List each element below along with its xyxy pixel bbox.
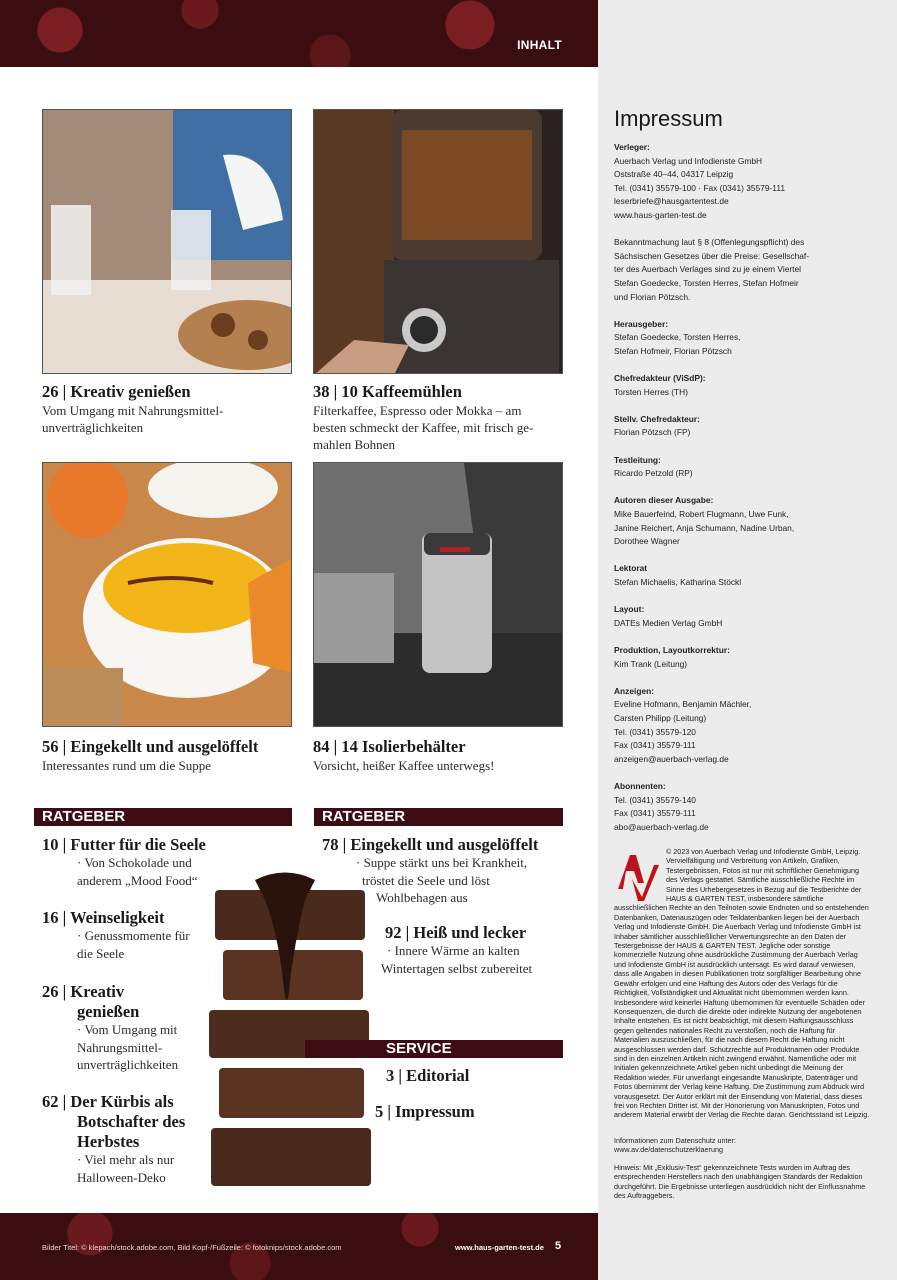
toc-text-line: · Vom Umgang mit [77,1022,178,1037]
impressum-block-heading: Layout: [614,604,645,615]
toc-text-line: Wintertagen selbst zubereitet [381,960,533,976]
impressum-line: DATEs Medien Verlag GmbH [614,617,723,628]
card-title-kaffeemuehlen[interactable]: 38 | 10 Kaffeemühlen [313,382,462,401]
card-text-line: Filterkaffee, Espresso oder Mokka – am [313,403,522,418]
impressum-line: ter des Auerbach Verlages sind zu je einem Viertel [614,264,801,275]
impressum-line: Carsten Philipp (Leitung) [614,712,707,723]
toc-text-line: unverträglichkeiten [77,1057,179,1072]
card-text-suppe [42,757,282,774]
impressum-legal [614,847,870,1120]
toc-title-line: Botschafter des [77,1112,186,1131]
impressum-line: Oststraße 40–44, 04317 Leipzig [614,169,734,180]
toc-item-kuerbis[interactable] [42,1092,185,1152]
card-text-kreativ [42,402,282,436]
privacy-note [614,1136,870,1155]
photo-soup [42,462,292,727]
card-title-isolierbehaelter[interactable]: 84 | 14 Isolierbehälter [313,737,466,756]
impressum-line: Florian Pötzsch (FP) [614,427,691,438]
toc-item-futter[interactable]: 10 | Futter für die Seele [42,835,206,854]
impressum-line: Tel. (0341) 35579-120 [614,726,696,737]
toc-text-line: die Seele [77,945,125,961]
photo-grinder-illustration [314,110,563,374]
impressum-block-heading: Anzeigen: [614,685,655,696]
impressum-block-heading: Autoren dieser Ausgabe: [614,495,714,506]
photo-thermos-illustration [314,463,563,727]
toc-item-heiss[interactable]: 92 | Heiß und lecker [385,923,527,942]
exclusive-test-hint: Hinweis: Mit „Exklusiv-Test“ gekennzeichnete Tests wurden im Auftrag des entsprechenden Herstellers nach den unabhängigen Standards der Redaktion durchgeführt. Die Ergebnisse unterliegen ausdrücklich nicht der Einflussnahme des Auftraggebers. [614,1163,866,1201]
card-text-line: Vom Umgang mit Nahrungsmittel- [42,403,224,418]
photo-grinder [313,109,563,374]
toc-item-kreativ[interactable] [42,982,139,1022]
photo-milk [42,109,292,374]
chocolate-stack-image [205,870,380,1195]
impressum-block [614,644,874,671]
section-label: INHALT [517,38,562,52]
impressum-line: Torsten Herres (TH) [614,386,688,397]
photo-soup-illustration [43,463,292,727]
website-link[interactable]: www.haus-garten-test.de [455,1243,544,1252]
photo-milk-illustration [43,110,292,374]
card-text-line: Interessantes rund um die Suppe [42,758,211,773]
toc-item-impressum[interactable]: 5 | Impressum [375,1102,475,1121]
toc-text-eingekellt [356,854,527,907]
card-text-kaffeemuehlen [313,402,563,453]
toc-text-line: · Von Schokolade und [77,855,192,870]
auerbach-logo-icon [614,849,660,901]
impressum-title: Impressum [614,106,723,131]
impressum-contact-link[interactable]: leserbriefe@hausgartentest.de [614,196,729,207]
toc-item-editorial[interactable]: 3 | Editorial [386,1066,470,1085]
impressum-block [614,413,874,440]
impressum-line: Stefan Goedecke, Torsten Herres, Stefan Hofmeir [614,277,799,288]
impressum-line: Dorothee Wagner [614,536,680,547]
section-bar-ratgeber-left: RATGEBER [34,808,292,826]
toc-text-kreativ [77,1021,178,1074]
impressum-line: Ricardo Petzold (RP) [614,468,693,479]
impressum-line: Fax (0341) 35579-111 [614,740,696,751]
toc-text-line: · Viel mehr als nur [77,1152,175,1167]
impressum-block [614,454,874,481]
impressum-blocks [614,141,874,848]
toc-title-line: 26 | Kreativ [42,982,125,1001]
impressum-line: Sächsischen Gesetzes über die Preise: Gesellschaf- [614,250,810,261]
toc-text-heiss [381,942,532,977]
impressum-block [614,562,874,589]
impressum-line: Janine Reichert, Anja Schumann, Nadine Urban, [614,522,795,533]
impressum-column [598,0,897,1280]
card-title-suppe[interactable]: 56 | Eingekellt und ausgelöffelt [42,737,259,756]
image-credits: Bilder Titel: © klepach/stock.adobe.com, Bild Kopf-/Fußzeile: © fotoknips/stock.adobe.com [42,1243,342,1252]
photo-thermos [313,462,563,727]
impressum-line: Stefan Hofmeir, Florian Pötzsch [614,345,732,356]
impressum-line: Fax (0341) 35579-111 [614,808,696,819]
toc-item-weinseligkeit[interactable]: 16 | Weinseligkeit [42,908,165,927]
impressum-line: Auerbach Verlag und Infodienste GmbH [614,155,763,166]
toc-title-line: Herbstes [77,1132,140,1151]
toc-text-line: · Suppe stärkt uns bei Krankheit, [356,855,528,870]
impressum-block [614,603,874,630]
impressum-line: Mike Bauerfeind, Robert Flugmann, Uwe Funk, [614,509,789,520]
card-text-line: mahlen Bohnen [313,437,395,452]
card-text-line: unverträglichkeiten [42,420,144,435]
header-bar [0,0,598,67]
toc-text-line: anderem „Mood Food“ [77,872,198,888]
impressum-contact-link[interactable]: www.haus-garten-test.de [614,209,707,220]
toc-text-kuerbis [77,1151,174,1186]
toc-text-line: Nahrungsmittel- [77,1039,163,1055]
toc-item-eingekellt[interactable]: 78 | Eingekellt und ausgelöffelt [322,835,539,854]
impressum-block [614,780,874,834]
toc-text-line: Wohlbehagen aus [376,890,468,905]
impressum-line: Stefan Michaelis, Katharina Stöckl [614,577,742,587]
toc-text-line: · Genussmomente für [77,928,190,943]
impressum-line: und Florian Pötzsch. [614,291,691,302]
toc-text-line: · Innere Wärme an kalten [387,943,520,958]
impressum-contact-link[interactable]: abo@auerbach-verlag.de [614,821,709,832]
card-text-line: besten schmeckt der Kaffee, mit frisch ge- [313,420,534,435]
page-number: 5 [555,1240,562,1252]
toc-title-line: genießen [77,1002,140,1021]
card-text-isolierbehaelter [313,757,553,774]
card-title-kreativ[interactable]: 26 | Kreativ genießen [42,382,191,401]
impressum-line: Bekanntmachung laut § 8 (Offenlegungspflicht) des [614,237,805,248]
impressum-block [614,685,874,767]
impressum-block-heading: Testleitung: [614,454,661,465]
impressum-block-heading: Produktion, Layoutkorrektur: [614,644,730,655]
privacy-link[interactable]: www.av.de/datenschutzerklaerung [614,1145,723,1155]
impressum-block-heading: Stellv. Chefredakteur: [614,413,700,424]
toc-text-futter [77,854,198,889]
toc-title-line: 62 | Der Kürbis als [42,1092,174,1111]
impressum-line: Eveline Hofmann, Benjamin Mächler, [614,699,752,710]
impressum-legal-text: © 2023 von Auerbach Verlag und Infodienste GmbH, Leipzig. Vervielfältigung und Verbreitung von Artikeln, Grafiken, Testergebnissen, Fotos ist nur mit schriftlicher Genehmigung des Verlags gestattet. Sämtliche ausschließliche Rechte im Sinne des Urhebergesetzes in Bezug auf die Testberichte der HAUS & GARTEN TEST, insbesondere sämtliche ausschließlichen Rechte an den Teilnoten sowie Endnoten und so entstehenden Datenbanken, Datenauszügen oder Teildatenbanken liegen bei der Auerbach Verlag und Infodienste GmbH. Die Auerbach Verlag und Infodienste GmbH ist Inhaber sämtlicher ausschließlicher Verwertungsrechte an den Daten der Testergebnisse der HAUS & GARTEN TEST. Jegliche oder sonstige kommerzielle Nutzung ohne ausdrückliche Zustimmung der Auerbach Verlag und Infodienste GmbH ist ausdrücklich untersagt. Es wird darauf verwiesen, dass alle Angaben in diesen Publikationen trotz sorgfältiger Bearbeitung ohne Gewähr erfolgen und eine Haftung des Autors oder des Verlags für die Richtigkeit, Vollständigkeit und Aktualität nicht übernommen werden kann. Insbesondere wird keinerlei Haftung übernommen für eventuelle Schäden oder Konsequenzen, die durch die direkte oder indirekte Nutzung der angebotenen Inhalte entstehen. Es ist nicht beabsichtigt, mit diesem Haftungsausschluss gegen geltendes nationales Recht zu verstoßen, noch die Haftung für Materialien auszuschließen, für die nach diesem Recht die Haftung nicht ausgeschlossen werden darf. Schutzrechte auf Produktnamen oder Produkte sind in den einzelnen Artikeln nicht zwingend erwähnt. Namentliche oder mit Initialen gekennzeichnete Artikel geben nicht unbedingt die Meinung der Redaktion wieder. Für unverlangt eingesandte Manuskripte, Datenträger und Fotos übernimmt der Verlag keine Haftung. Die Zustimmung zum Abdruck wird vorausgesetzt. Der Autor erklärt mit der Einsendung von Material, dass dieses frei von Rechten Dritter ist. Mit der Honorierung von Manuskripten, Fotos und anderem Material erwirbt der Verlag die Rechte daran. Gerichtsstand ist Leipzig. [614,847,870,1120]
impressum-block [614,318,874,359]
impressum-line: Stefan Goedecke, Torsten Herres, [614,332,741,343]
toc-text-weinseligkeit [77,927,190,962]
footer-bar [0,1213,598,1280]
impressum-block [614,494,874,548]
impressum-block-heading: Herausgeber: [614,318,668,329]
impressum-line: Kim Trank (Leitung) [614,658,688,669]
impressum-line: Tel. (0341) 35579-140 [614,794,696,805]
card-text-line: Vorsicht, heißer Kaffee unterwegs! [313,758,495,773]
impressum-block-heading: Verleger: [614,142,650,152]
impressum-block [614,372,874,399]
section-bar-ratgeber-right: RATGEBER [314,808,563,826]
impressum-line: Tel. (0341) 35579-100 · Fax (0341) 35579-111 [614,182,786,193]
impressum-block-heading: Lektorat [614,563,648,574]
section-bar-service: SERVICE [305,1040,563,1058]
toc-text-line: tröstet die Seele und löst [362,872,490,888]
privacy-line: Informationen zum Datenschutz unter: [614,1136,736,1145]
toc-text-line: Halloween-Deko [77,1169,166,1185]
impressum-block [614,236,874,304]
impressum-contact-link[interactable]: anzeigen@auerbach-verlag.de [614,753,729,764]
impressum-block-heading: Chefredakteur (ViSdP): [614,373,706,384]
impressum-block-heading: Abonnenten: [614,780,666,791]
impressum-block [614,141,874,223]
